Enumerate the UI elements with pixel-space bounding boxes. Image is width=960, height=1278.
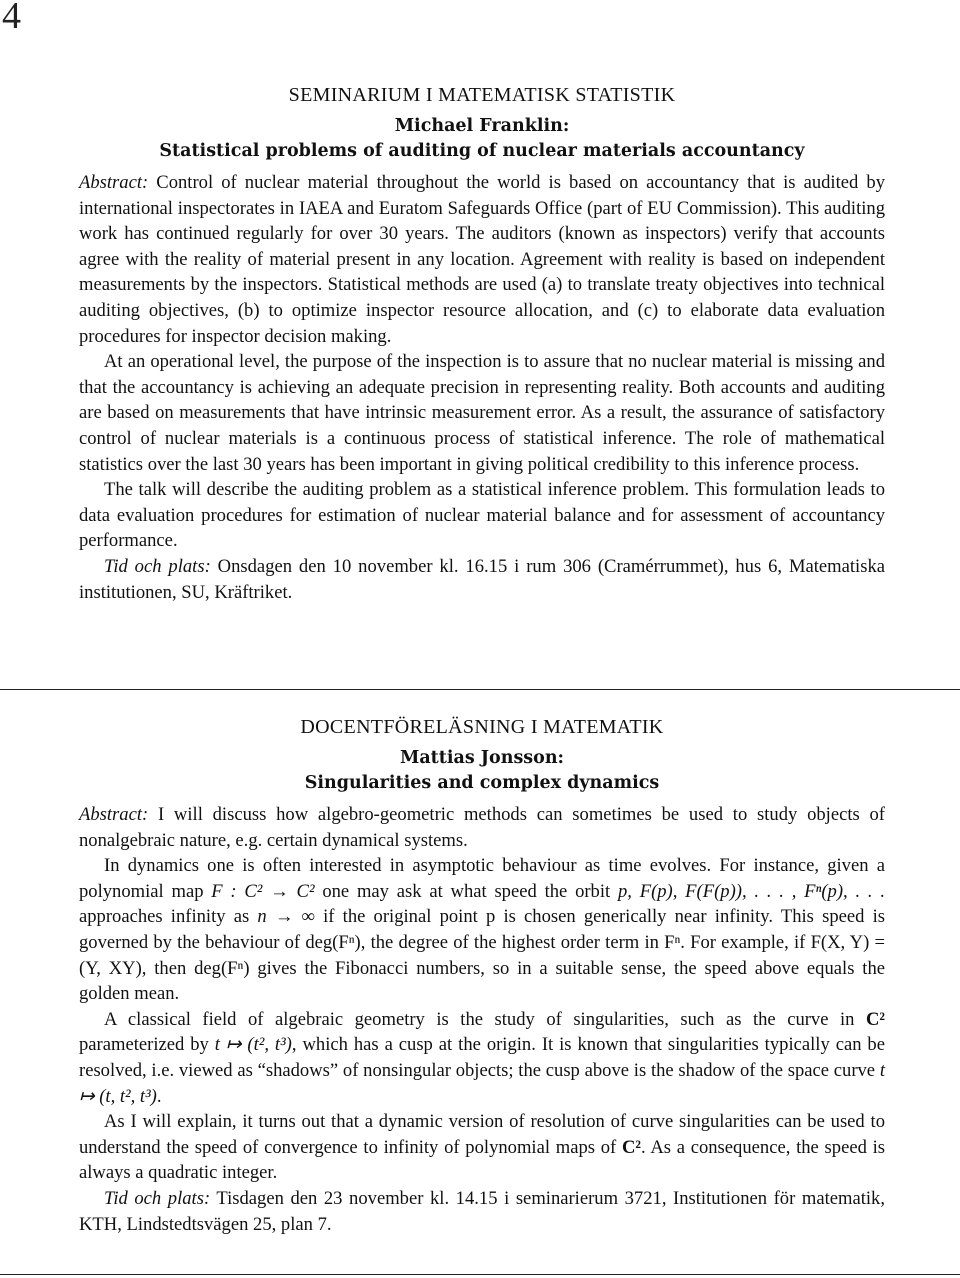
page-bottom-rule xyxy=(0,1274,960,1275)
abstract-paragraph xyxy=(79,1109,885,1186)
text-run: A classical field of algebraic geometry is the study of singularities, such as the curve in xyxy=(104,1008,866,1030)
math-param: t ↦ (t², t³) xyxy=(214,1034,292,1056)
math-space-curve: t ↦ (t, t², t³) xyxy=(79,1059,885,1107)
abstract-paragraph xyxy=(79,853,885,1007)
venue-label: Tid och plats: xyxy=(104,1187,211,1209)
speaker-name: Michael Franklin: xyxy=(394,116,570,136)
text-run: As I will explain, it turns out that a dynamic version of resolution of curve singularities can be used to understand the speed of convergence to infinity of polynomial maps of xyxy=(79,1111,885,1158)
text-run: In dynamics one is often interested in asymptotic behaviour as time evolves. For instance, given a polynomial map xyxy=(79,855,885,902)
abstract-label: Abstract: xyxy=(79,804,149,825)
text-run: parameterized by xyxy=(79,1034,215,1056)
talk-title: Statistical problems of auditing of nuclear materials accountancy xyxy=(159,141,805,161)
venue-line xyxy=(79,1186,885,1237)
seminar-heading: SEMINARIUM I MATEMATISK STATISTIK xyxy=(288,84,676,106)
abstract-paragraph xyxy=(79,802,885,853)
seminar-heading: DOCENTFÖRELÄSNING I MATEMATIK xyxy=(300,716,664,738)
text-run: if the original point p is chosen generically near infinity. This speed is governed by the behaviour of deg(Fⁿ), the degree of the highest order term in Fⁿ. For example, if F(X, Y) = (Y, XY), then deg(Fⁿ) gives the Fibonacci numbers, so in a suitable sense, the speed above equals the golden mean. xyxy=(79,906,885,1005)
venue-text: Tisdagen den 23 november kl. 14.15 i seminarierum 3721, Institutionen för matematik, KTH, Lindstedtsvägen 25, plan 7. xyxy=(79,1187,885,1235)
abstract xyxy=(79,802,885,1237)
math-limit: n → ∞ xyxy=(257,906,315,928)
venue-text: Onsdagen den 10 november kl. 16.15 i rum 306 (Cramérrummet), hus 6, Matematiska institutionen, SU, Kräftriket. xyxy=(79,555,885,603)
venue-label: Tid och plats: xyxy=(104,555,211,577)
abstract-paragraph: At an operational level, the purpose of the inspection is to assure that no nuclear material is missing and that the accountancy is achieving an adequate precision in representing reality. Both accounts and auditing are based on measurements that have intrinsic measurement error. As a result, the assurance of satisfactory control of nuclear materials is a continuous process of statistical inference. The role of mathematical statistics over the last 30 years has been important in giving political credibility to this inference process. xyxy=(79,351,885,475)
math-c2: C² xyxy=(865,1008,885,1030)
abstract-text: Control of nuclear material throughout the world is based on accountancy that is audited by international inspectorates in IAEA and Euratom Safeguards Office (part of EU Commission). This auditing work has continued regularly for over 30 years. The auditors (known as inspectors) verify that accounts agree with the reality of material present in any location. Agreement with reality is based on independent measurements by the inspectors. Statistical methods are used (a) to translate treaty objectives into technical auditing objectives, (b) to optimize inspector resource allocation, and (c) to elaborate data evaluation procedures for inspector decision making. xyxy=(79,172,885,347)
math-c2: C² xyxy=(621,1136,641,1158)
abstract-text: I will discuss how algebro-geometric methods can sometimes be used to study objects of nonalgebraic nature, e.g. certain dynamical systems. xyxy=(79,804,885,851)
text-run: . xyxy=(156,1085,162,1107)
abstract-paragraph: The talk will describe the auditing problem as a statistical inference problem. This formulation leads to data evaluation procedures for estimation of nuclear material balance and for assessment of accountancy performance. xyxy=(79,479,885,552)
abstract xyxy=(79,170,885,605)
text-run: . As a consequence, the speed is always a quadratic integer. xyxy=(79,1136,886,1184)
abstract-paragraph xyxy=(79,1007,885,1109)
abstract-label: Abstract: xyxy=(79,172,149,193)
seminar-statistics xyxy=(79,84,885,605)
seminar-mathematics xyxy=(79,716,885,1237)
math-map: F : C² → C² xyxy=(211,880,315,902)
section-divider xyxy=(0,689,960,690)
abstract-paragraph xyxy=(79,170,885,349)
text-run: , which has a cusp at the origin. It is known that singularities typically can be resolved, i.e. viewed as “shadows” of nonsingular objects; the cusp above is the shadow of the space curve xyxy=(79,1034,885,1081)
text-run: approaches infinity as xyxy=(79,906,258,928)
text-run: one may ask at what speed the orbit xyxy=(314,880,618,902)
speaker-name: Mattias Jonsson: xyxy=(399,748,565,768)
venue-line xyxy=(79,554,885,605)
math-orbit: p, F(p), F(F(p)), . . . , Fⁿ(p), . . . xyxy=(617,880,885,902)
talk-title: Singularities and complex dynamics xyxy=(304,773,660,793)
page-number: 4 xyxy=(2,0,21,37)
